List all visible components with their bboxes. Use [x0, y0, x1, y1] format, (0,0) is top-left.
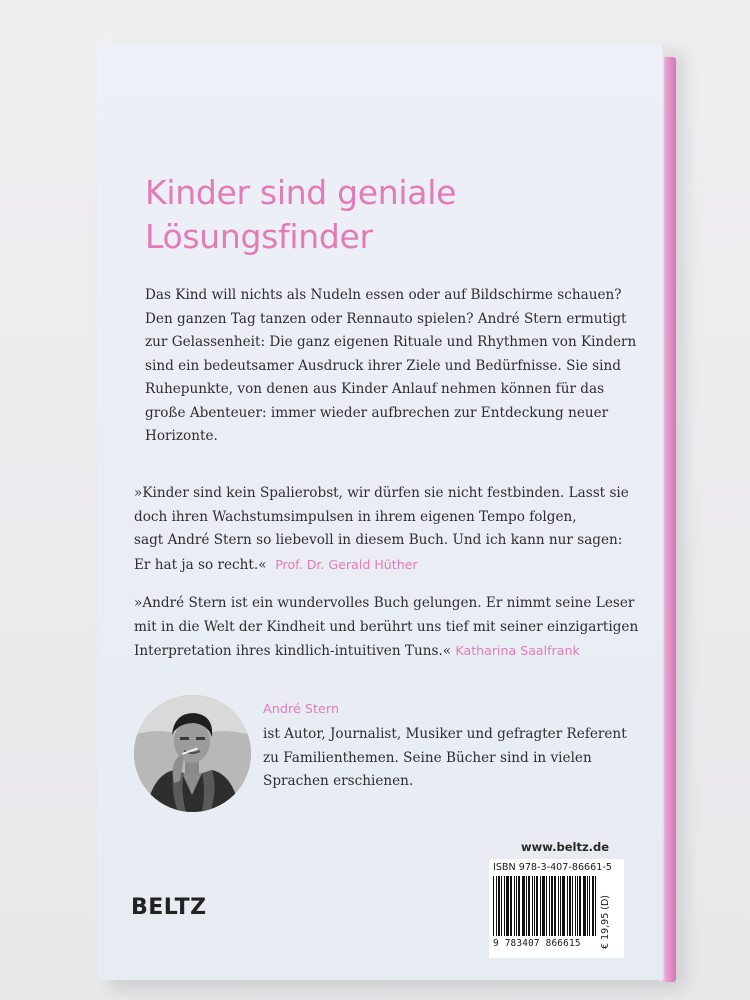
barcode-bar	[504, 876, 505, 936]
barcode-bar	[546, 876, 547, 936]
barcode-bar	[551, 876, 553, 936]
quote-text: Er hat ja so recht.«	[134, 556, 267, 573]
book-back-cover	[97, 44, 664, 980]
barcode-bar	[567, 876, 568, 936]
barcode	[493, 876, 597, 936]
endorsement-quote-huether	[134, 482, 654, 577]
author-bio-line: ist Autor, Journalist, Musiker und gefragter Referent	[263, 726, 627, 742]
isbn-barcode-label	[489, 859, 624, 958]
barcode-bar	[534, 876, 535, 936]
barcode-bar	[496, 876, 497, 936]
barcode-bar	[579, 876, 581, 936]
quote-last-line	[134, 553, 654, 578]
publisher-logo: BELTZ	[131, 895, 207, 920]
barcode-bar	[506, 876, 509, 936]
barcode-bar	[528, 876, 530, 936]
barcode-bar	[518, 876, 520, 936]
barcode-bar	[554, 876, 556, 936]
blurb-line: große Abenteuer: immer wieder aufbrechen zur Entdeckung neuer	[145, 404, 609, 421]
headline-line: Lösungsfinder	[145, 217, 373, 256]
cover-headline	[145, 171, 625, 259]
quote-last-line	[134, 639, 654, 664]
barcode-bar	[493, 876, 494, 936]
blurb-line: Den ganzen Tag tanzen oder Rennauto spielen? André Stern ermutigt	[145, 310, 627, 327]
author-name: André Stern	[263, 702, 340, 717]
quote-attribution: Prof. Dr. Gerald Hüther	[275, 556, 418, 572]
isbn-text: ISBN 978-3-407-86661-5	[493, 862, 612, 873]
barcode-bar	[562, 876, 565, 936]
barcode-bar	[549, 876, 550, 936]
author-bio-line: Sprachen erschienen.	[263, 773, 414, 789]
blurb-line: Das Kind will nichts als Nudeln essen oder auf Bildschirme schauen?	[145, 287, 622, 303]
quote-attribution: Katharina Saalfrank	[455, 643, 580, 658]
barcode-bar	[592, 876, 594, 936]
blurb-text	[145, 284, 650, 449]
barcode-bar	[558, 876, 559, 936]
barcode-bar	[514, 876, 515, 936]
headline-line: Kinder sind geniale	[145, 173, 457, 212]
barcode-bar	[526, 876, 527, 936]
endorsement-quote-saalfrank	[134, 592, 654, 664]
barcode-bar	[583, 876, 586, 936]
barcode-bar	[510, 876, 512, 936]
blurb-line: Horizonte.	[145, 428, 218, 444]
barcode-bar	[587, 876, 588, 936]
blurb-line: sind ein bedeutsamer Ausdruck ihrer Ziele und Bedürfnisse. Sie sind	[145, 357, 621, 374]
barcode-digits: 9 783407 866615	[493, 938, 581, 949]
barcode-bar	[532, 876, 533, 936]
barcode-bar	[560, 876, 561, 936]
quote-line: sagt André Stern so liebevoll in diesem Buch. Und ich kann nur sagen:	[134, 532, 623, 548]
blurb-line: zur Gelassenheit: Die ganz eigenen Rituale und Rhythmen von Kindern	[145, 334, 637, 350]
blurb-line: Ruhepunkte, von denen aus Kinder Anlauf nehmen können für das	[145, 381, 605, 397]
publisher-website: www.beltz.de	[521, 840, 610, 854]
barcode-bar	[575, 876, 576, 936]
barcode-bar	[589, 876, 590, 936]
author-photo	[134, 695, 251, 812]
barcode-bar	[595, 876, 596, 936]
barcode-bar	[577, 876, 578, 936]
barcode-bar	[572, 876, 573, 936]
barcode-bar	[501, 876, 502, 936]
author-bio-line: zu Familienthemen. Seine Bücher sind in vielen	[263, 749, 592, 766]
author-bio	[263, 723, 627, 794]
barcode-bar	[569, 876, 571, 936]
quote-line: mit in die Welt der Kindheit und berührt uns tief mit seiner einzigartigen	[134, 618, 639, 635]
quote-line: »Kinder sind kein Spalierobst, wir dürfen sie nicht festbinden. Lasst sie	[134, 485, 629, 501]
quote-line: doch ihren Wachstumsimpulsen in ihrem eigenen Tempo folgen,	[134, 508, 577, 525]
barcode-bar	[540, 876, 541, 936]
quote-line: »André Stern ist ein wundervolles Buch gelungen. Er nimmt seine Leser	[134, 595, 635, 611]
price-label: € 19,95 (D)	[600, 894, 611, 949]
barcode-bar	[498, 876, 500, 936]
quote-text: Interpretation ihres kindlich-intuitiven Tuns.«	[134, 643, 452, 659]
barcode-bar	[522, 876, 525, 936]
barcode-bar	[536, 876, 538, 936]
barcode-bar	[516, 876, 517, 936]
barcode-bar	[542, 876, 545, 936]
